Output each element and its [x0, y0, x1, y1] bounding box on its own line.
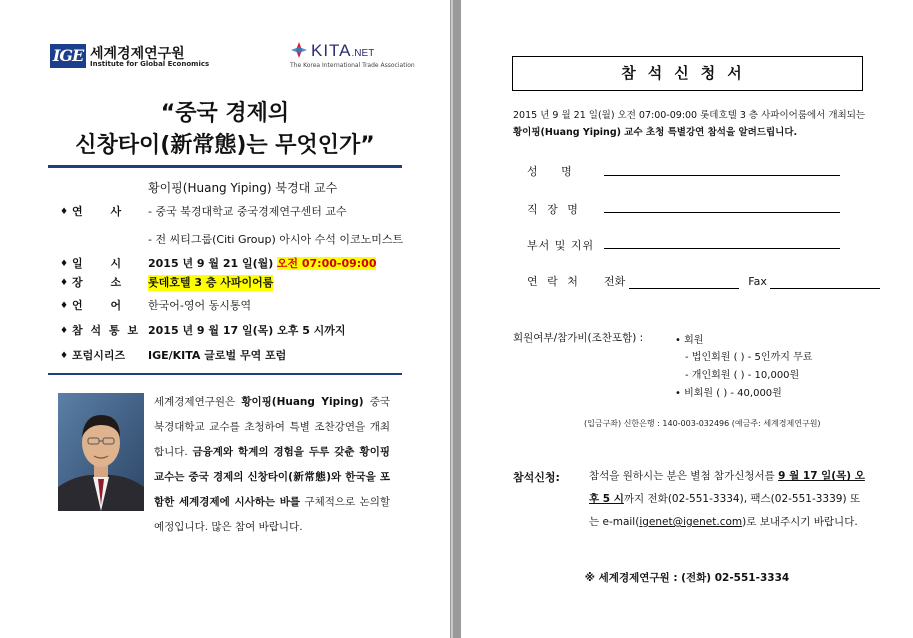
info-value: 한국어-영어 동시통역 [148, 299, 252, 312]
name-field[interactable] [604, 175, 840, 176]
form-intro-line2: 황이핑(Huang Yiping) 교수 초청 특별강연 참석을 알려드립니다. [513, 127, 798, 138]
info-label: 언 어 [72, 299, 134, 312]
bullet-icon: ♦ [60, 326, 69, 336]
description-name: 황이핑(Huang Yiping) [241, 396, 364, 408]
info-value [148, 256, 376, 272]
speaker-photo [58, 393, 144, 511]
member-option-nonmember[interactable]: • 비회원 ( ) - 40,000원 [675, 388, 782, 399]
document-page-left [0, 0, 450, 638]
event-description [154, 390, 390, 540]
membership-label: 회원여부/참가비(조찬포함) : [513, 332, 644, 344]
info-divider [48, 373, 402, 375]
info-label: 장 소 [72, 276, 134, 289]
title-divider [48, 165, 402, 168]
info-label: 연 사 [72, 205, 134, 218]
document-page-right [461, 0, 913, 638]
kita-logo-subtitle: The Korea International Trade Association [290, 62, 415, 69]
info-value: - 중국 북경대학교 중국경제연구센터 교수 [148, 205, 347, 218]
phone-field[interactable] [629, 277, 739, 289]
event-title-line1: “중국 경제의 [160, 101, 290, 126]
field-label-name: 성 명 [527, 165, 582, 178]
apply-instructions [589, 465, 865, 534]
apply-text: )로 보내주시기 바랍니다. [742, 516, 858, 528]
info-value: 2015 년 9 월 17 일(목) 오후 5 시까지 [148, 324, 346, 337]
bullet-icon: ♦ [60, 278, 69, 288]
member-option: • 회원 [675, 335, 704, 346]
event-date: 2015 년 9 월 21 일(월) [148, 257, 274, 270]
ige-logo-mark: IGE [50, 44, 86, 68]
email-link[interactable]: igenet@igenet.com [639, 516, 743, 528]
info-label: 포럼시리즈 [72, 349, 126, 362]
member-option-corporate[interactable]: - 법인회원 ( ) - 5인까지 무료 [685, 352, 813, 363]
field-label-position: 부서 및 지위 [527, 239, 595, 252]
field-label-company: 직 장 명 [527, 203, 581, 216]
description-emphasis: 금융계와 학계의 경험을 두루 갖춘 황이핑 교수는 중국 경제의 신창타이(新常態)와 한국을 포함한 세계경제에 시사하는 바를 [154, 446, 390, 508]
fax-field[interactable] [770, 277, 880, 289]
apply-text: 참석을 원하시는 분은 별첨 참가신청서를 [589, 470, 779, 482]
event-title-line2: 신창타이(新常態)는 무엇인가” [75, 133, 375, 158]
kita-logo-text [311, 41, 374, 61]
form-title: 참석신청서 [512, 56, 863, 91]
phone-label: 전화 [604, 275, 626, 288]
apply-label: 참석신청: [513, 471, 560, 484]
bullet-icon: ♦ [60, 207, 69, 217]
info-value: 롯데호텔 3 층 사파이어룸 [148, 276, 274, 289]
speaker-name: 황이핑(Huang Yiping) 북경대 교수 [148, 181, 338, 195]
company-field[interactable] [604, 212, 840, 213]
info-label: 참 석 통 보 [72, 324, 140, 337]
description-text: 구체적으로 논의할 예정입니다. 많은 참여 바랍니다. [154, 496, 390, 533]
bullet-icon: ♦ [60, 351, 69, 361]
event-time: 오전 07:00-09:00 [276, 257, 377, 270]
form-intro-line1: 2015 년 9 월 21 일(월) 오전 07:00-09:00 롯데호텔 3 층 사파이어룸에서 개최되는 [513, 110, 866, 121]
bullet-icon: ♦ [60, 301, 69, 311]
ige-logo-korean: 세계경제연구원 [90, 46, 185, 62]
contact-row [527, 273, 880, 289]
apply-text: 까지 전화(02-551-3334), 팩스(02-551-3339) 또는 e-mail( [589, 493, 861, 528]
kita-logo-main: KITA [311, 41, 352, 60]
kita-logo-suffix: .NET [351, 48, 375, 59]
member-option-individual[interactable]: - 개인회원 ( ) - 10,000원 [685, 370, 800, 381]
apply-deadline: 9 월 17 일(목) 오후 5 시 [589, 470, 865, 505]
description-text: 중국 북경대학교 교수를 초청하여 특별 조찬강연을 개최합니다. [154, 396, 391, 458]
page-gap [450, 0, 461, 638]
bank-account-info: (입금구좌) 신한은행 : 140-003-032496 (예금주: 세계경제연구원) [584, 419, 821, 428]
bullet-icon: ♦ [60, 259, 69, 269]
kita-logo-icon [289, 40, 309, 60]
description-text: 세계경제연구원은 [154, 396, 242, 408]
footer-contact: ※ 세계경제연구원 : (전화) 02-551-3334 [584, 572, 790, 584]
fax-label: Fax [748, 275, 767, 288]
position-field[interactable] [604, 248, 840, 249]
info-value: IGE/KITA 글로벌 무역 포럼 [148, 349, 287, 362]
info-value: - 전 씨티그룹(Citi Group) 아시아 수석 이코노미스트 [148, 233, 404, 246]
field-label-contact: 연 락 처 [527, 275, 581, 288]
ige-logo-english: Institute for Global Economics [90, 60, 210, 68]
info-label: 일 시 [72, 257, 134, 270]
